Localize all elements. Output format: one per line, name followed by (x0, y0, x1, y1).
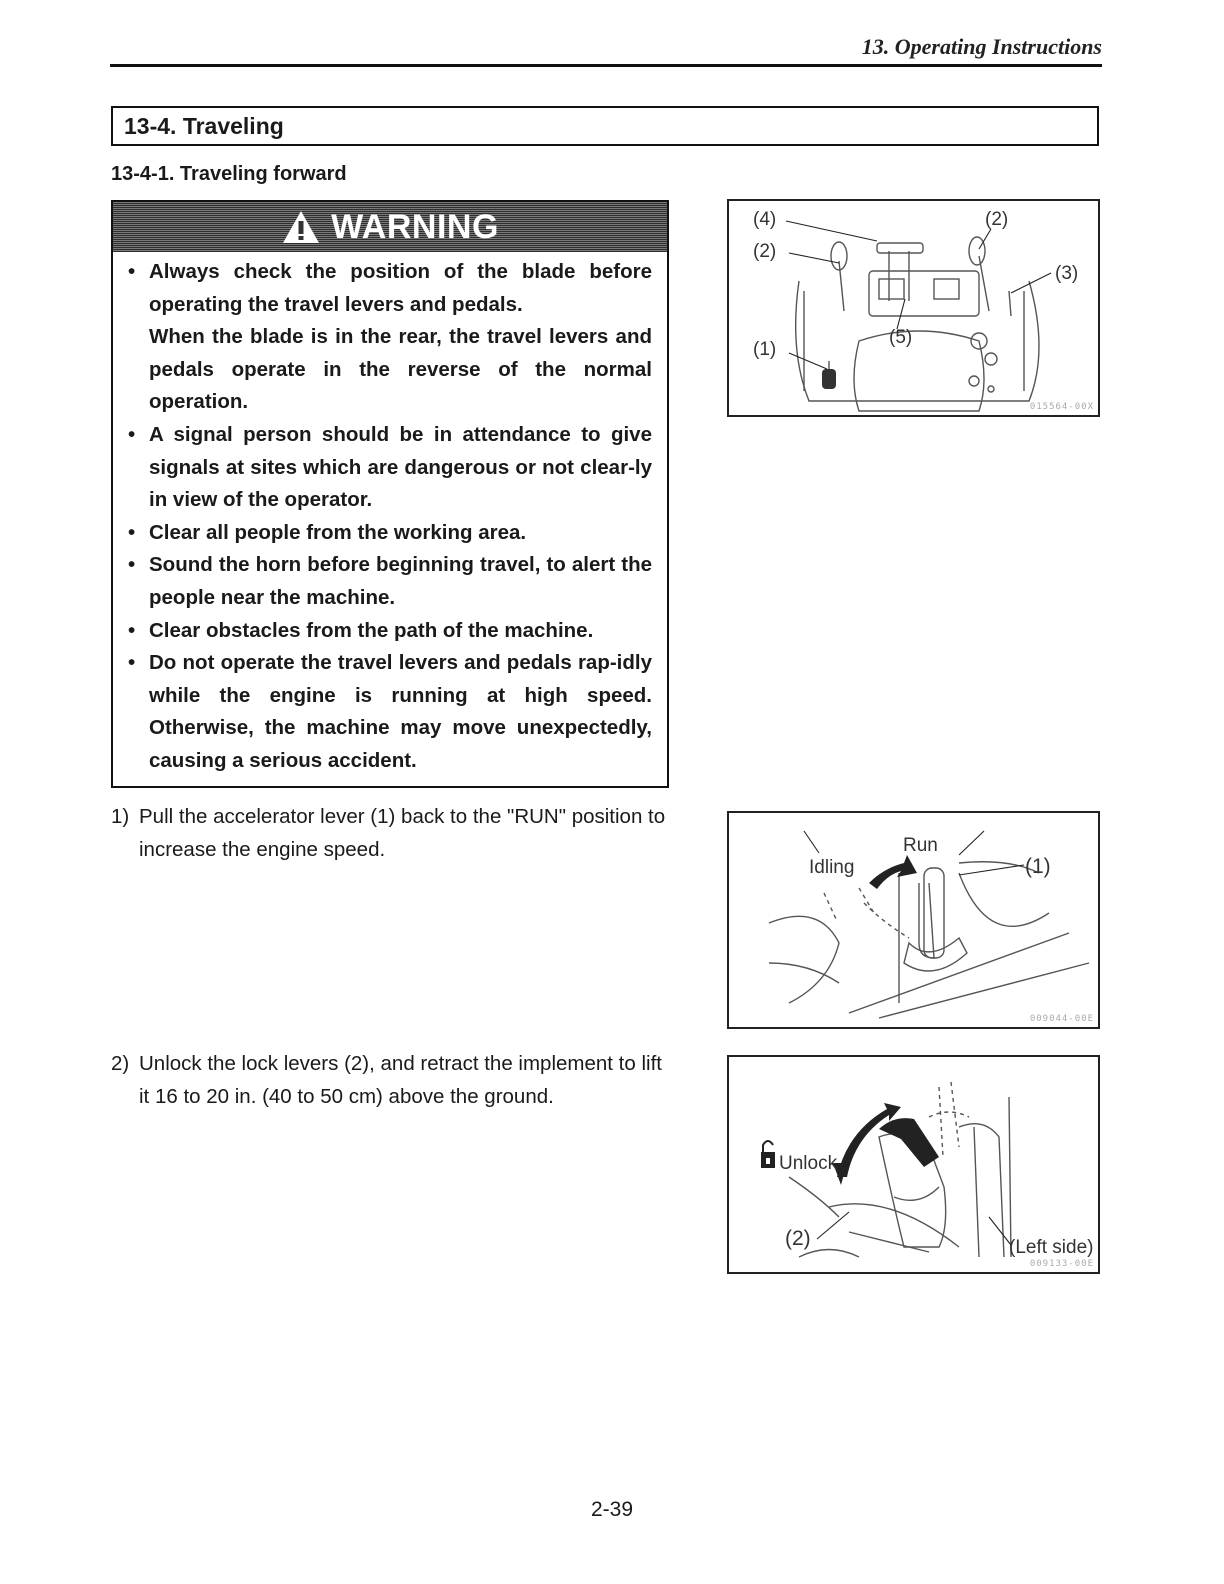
warning-list (128, 256, 652, 778)
warning-item: • Clear all people from the working area. (128, 520, 527, 544)
figure-code: 009044-00E (1029, 1014, 1094, 1024)
page-number: 2-39 (590, 1498, 634, 1521)
lock-icon (761, 1141, 775, 1168)
warning-item: • Do not operate the travel levers and pedals rap-idly while the engine is running at high speed. Otherwise, the machine may move unexpectedly, causing a serious accident. (128, 651, 652, 772)
step-2: 2) Unlock the lock levers (2), and retract the implement to lift it 16 to 20 in. (40 to 50 cm) above the ground. (111, 1052, 662, 1108)
figure-label: (1) (1025, 855, 1051, 878)
warning-item: • A signal person should be in attendance to give signals at sites which are dangerous or not clear-ly in view of the operator. (128, 422, 652, 512)
figure-label: (Left side) (1009, 1237, 1094, 1258)
chapter-title: 13. Operating Instructions (861, 34, 1102, 59)
figure-label: Unlock (779, 1153, 838, 1174)
figure-code: 009133-00E (1029, 1259, 1094, 1269)
controls-figure (727, 199, 1100, 417)
controls-illustration (729, 201, 1098, 415)
figure-code: 015564-00X (1029, 402, 1094, 412)
figure-label: (1) (753, 339, 777, 360)
figure-label: (2) (753, 241, 777, 262)
figure-label: (3) (1055, 263, 1079, 284)
warning-item: • Sound the horn before beginning travel, to alert the people near the machine. (128, 553, 652, 609)
warning-item: • Always check the position of the blade before operating the travel levers and pedals. When the blade is in the rear, the travel levers and pedals operate in the reverse of the normal operation. (128, 256, 652, 419)
section-title: 13-4. Traveling (124, 113, 284, 139)
warning-item: • Clear obstacles from the path of the machine. (128, 618, 594, 642)
accelerator-figure (727, 811, 1100, 1029)
warning-header (113, 202, 667, 252)
figure-label: (5) (889, 327, 913, 348)
warning-triangle-icon (281, 209, 321, 245)
figure-label: (2) (785, 1227, 811, 1250)
figure-label: (2) (985, 209, 1009, 230)
figure-label: (4) (753, 209, 777, 230)
warning-item-extra: When the blade is in the rear, the travel levers and pedals operate in the reverse of the normal operation. (149, 325, 652, 414)
subsection-title: 13-4-1. Traveling forward (111, 163, 347, 185)
warning-label: WARNING (331, 207, 499, 246)
figure-label: Run (903, 835, 938, 856)
header-rule (110, 64, 1102, 67)
figure-label: Idling (809, 857, 855, 878)
step-1: 1) Pull the accelerator lever (1) back to the "RUN" position to increase the engine speed. (111, 805, 666, 861)
lock-lever-figure (727, 1055, 1100, 1274)
